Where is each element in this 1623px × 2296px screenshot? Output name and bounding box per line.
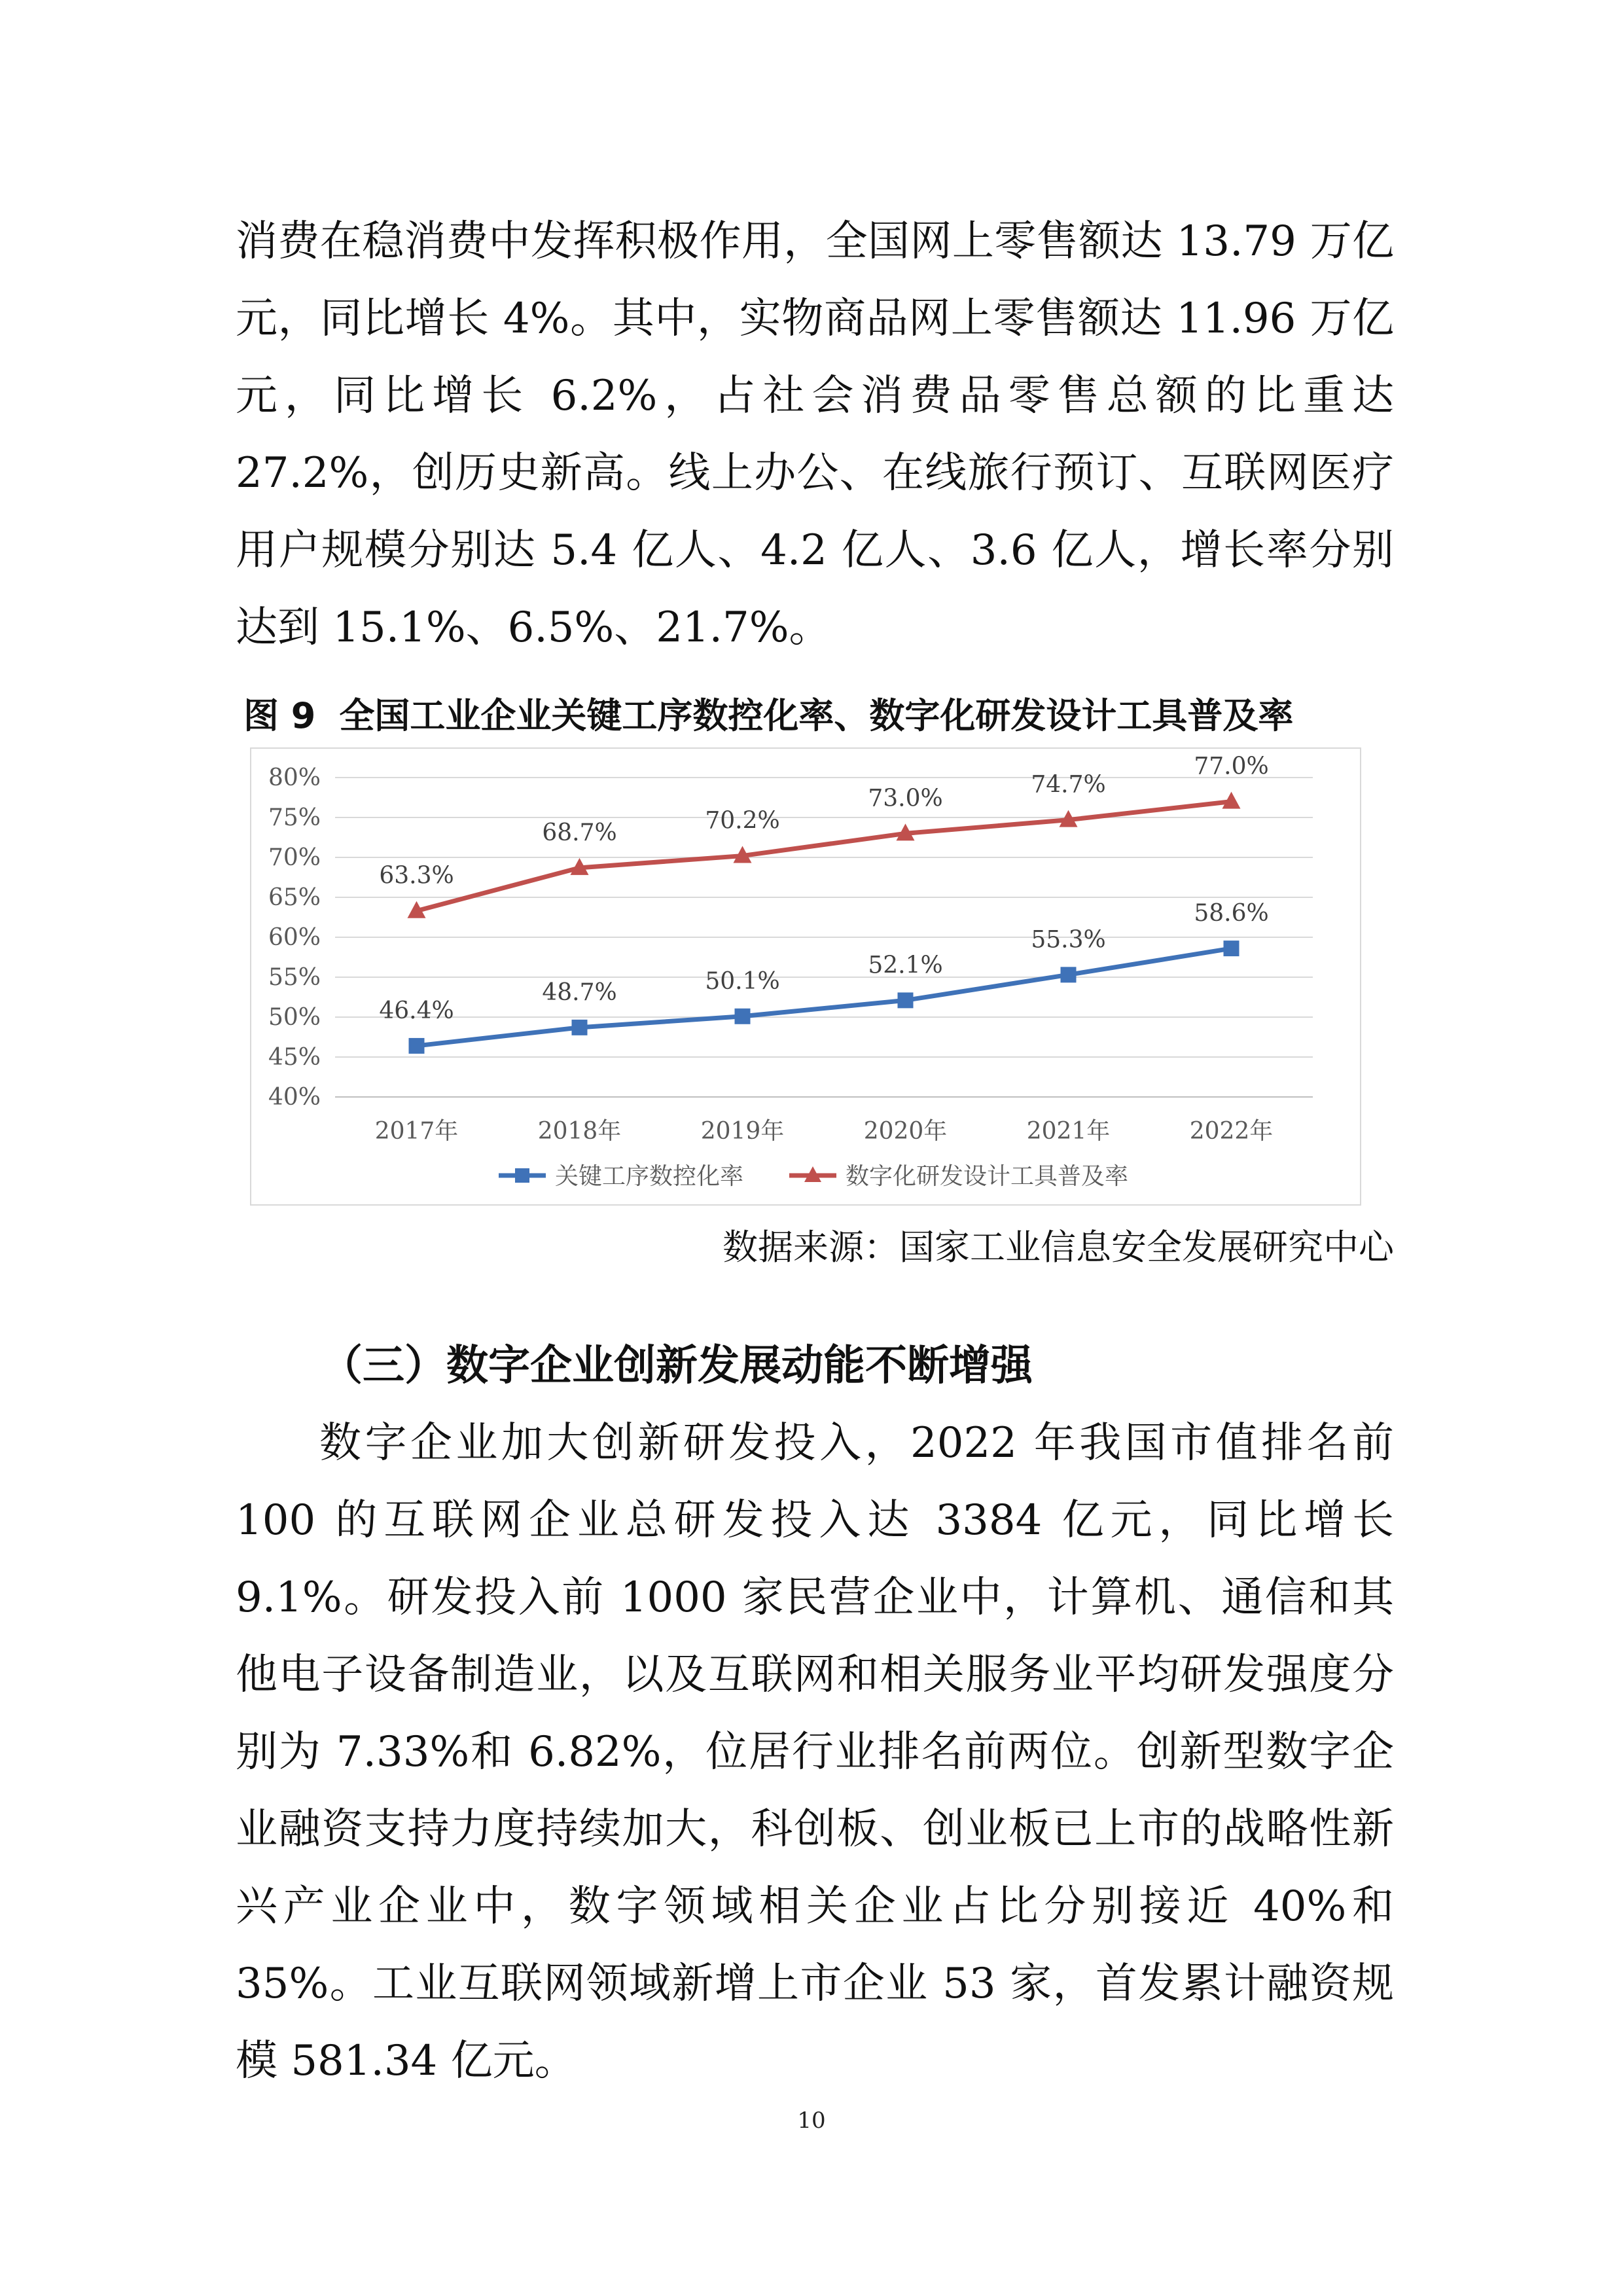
x-tick-label: 2019年 [700, 1118, 785, 1145]
y-tick-label: 50% [268, 1004, 321, 1031]
data-label: 73.0% [868, 785, 943, 812]
paragraph-innovation: 数字企业加大创新研发投入，2022 年我国市值排名前 100 的互联网企业总研发投入达 3384 亿元，同比增长 9.1%。研发投入前 1000 家民营企业中，计算机、通信和其他电子设备制造业，以及互联网和相关服务业平均研发强度分别为 7.33%和 6.82%，位居行业排名前两位。创新型数字企业融资支持力度持续加大，科创板、创业板已上市的战略性新兴产业企业中，数字领域相关企业占比分别接近 40%和 35%。工业互联网领域新增上市企业 53 家，首发累计融资规模 581.34 亿元。 [236, 1419, 1394, 2085]
data-label: 63.3% [379, 862, 454, 889]
x-tick-label: 2018年 [537, 1118, 622, 1145]
x-tick-label: 2022年 [1189, 1118, 1274, 1145]
data-point [409, 1038, 425, 1054]
data-source-note: 数据来源：国家工业信息安全发展研究中心 [722, 1227, 1394, 1268]
data-point [572, 1020, 588, 1035]
x-tick-label: 2021年 [1026, 1118, 1111, 1145]
data-point [898, 992, 914, 1008]
data-label: 46.4% [379, 997, 454, 1024]
y-tick-label: 60% [268, 924, 321, 951]
y-tick-label: 45% [268, 1044, 321, 1071]
data-label: 68.7% [542, 819, 617, 846]
page-number: 10 [797, 2108, 826, 2134]
legend-label: 关键工序数控化率 [555, 1163, 744, 1190]
data-point [1061, 967, 1077, 982]
figure-title: 全国工业企业关键工序数控化率、数字化研发设计工具普及率 [339, 695, 1294, 736]
data-label: 52.1% [868, 952, 943, 979]
section-heading: （三）数字企业创新发展动能不断增强 [321, 1342, 1033, 1390]
data-label: 74.7% [1031, 771, 1106, 798]
data-label: 58.6% [1194, 900, 1269, 927]
data-label: 77.0% [1194, 753, 1269, 780]
legend-marker [515, 1168, 529, 1183]
y-tick-label: 40% [268, 1084, 321, 1111]
data-label: 48.7% [542, 978, 617, 1006]
series-line-1 [417, 948, 1232, 1046]
figure-number: 图 9 [243, 695, 316, 736]
x-tick-label: 2017年 [374, 1118, 459, 1145]
data-label: 70.2% [705, 807, 780, 834]
figure-caption [243, 692, 1395, 740]
y-tick-label: 65% [268, 884, 321, 911]
data-label: 55.3% [1031, 926, 1106, 954]
y-tick-label: 75% [268, 804, 321, 831]
data-label: 50.1% [705, 967, 780, 995]
data-point [735, 1009, 751, 1024]
legend-label: 数字化研发设计工具普及率 [846, 1163, 1129, 1190]
line-chart [251, 749, 1360, 1204]
line-chart-container [250, 747, 1361, 1206]
y-tick-label: 70% [268, 844, 321, 871]
paragraph-online-consumption: 消费在稳消费中发挥积极作用，全国网上零售额达 13.79 万亿元，同比增长 4%。其中，实物商品网上零售额达 11.96 万亿元，同比增长 6.2%，占社会消费品零售总额的比重达 27.2%，创历史新高。线上办公、在线旅行预订、互联网医疗用户规模分别达 5.4 亿人、4.2 亿人、3.6 亿人，增长率分别达到 15.1%、6.5%、21.7%。 [236, 217, 1394, 652]
y-tick-label: 80% [268, 764, 321, 791]
y-tick-label: 55% [268, 964, 321, 991]
data-point [1224, 941, 1240, 956]
x-tick-label: 2020年 [863, 1118, 948, 1145]
